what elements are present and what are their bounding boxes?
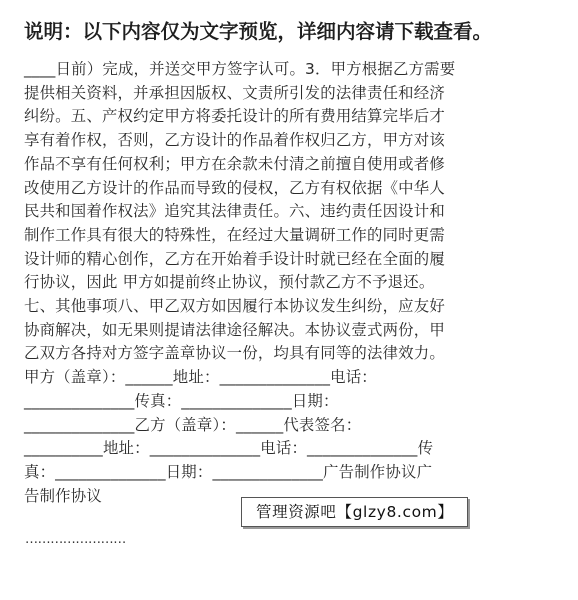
text-line: 享有着作权，否则，乙方设计的作品着作权归乙方，甲方对该 bbox=[24, 131, 445, 150]
text-line: 提供相关资料，并承担因版权、文责所引发的法律责任和经济 bbox=[24, 83, 445, 102]
text-line: 作品不享有任何权利；甲方在余款未付清之前擅自使用或者修 bbox=[24, 154, 445, 173]
continuation-dots: …………………… bbox=[25, 532, 126, 547]
text-line: 行协议，因此 甲方如提前终止协议，预付款乙方不予退还。 bbox=[24, 273, 435, 292]
text-line: 七、其他事项八、甲乙双方如因履行本协议发生纠纷，应友好 bbox=[24, 297, 445, 316]
text-line: 设计师的精心创作，乙方在开始着手设计时就已经在全面的履 bbox=[24, 249, 445, 268]
site-watermark: 管理资源吧【glzy8.com】 bbox=[241, 497, 468, 527]
preview-notice: 说明：以下内容仅为文字预览，详细内容请下载查看。 bbox=[24, 20, 493, 43]
signature-line: ______________传真：______________日期： bbox=[24, 391, 339, 410]
signature-line: 真：______________日期：______________广告制作协议广 bbox=[24, 462, 433, 481]
text-line: 告制作协议 bbox=[24, 486, 102, 505]
text-line: 纠纷。五、产权约定甲方将委托设计的所有费用结算完毕后才 bbox=[24, 107, 445, 126]
text-line: 改使用乙方设计的作品而导致的侵权，乙方有权依据《中华人 bbox=[24, 178, 445, 197]
text-line: 乙双方各持对方签字盖章协议一份，均具有同等的法律效力。 bbox=[24, 344, 445, 363]
signature-line: ______________乙方（盖章）：______代表签名： bbox=[24, 415, 362, 434]
text-line: ____日前）完成，并送交甲方签字认可。3．甲方根据乙方需要 bbox=[24, 60, 456, 78]
document-body bbox=[24, 58, 556, 508]
text-line: 协商解决，如无果则提请法律途径解决。本协议壹式两份，甲 bbox=[24, 320, 445, 339]
text-line: 制作工作具有很大的特殊性，在经过大量调研工作的同时更需 bbox=[24, 225, 445, 244]
text-line: 民共和国着作权法》追究其法律责任。六、违约责任因设计和 bbox=[24, 202, 445, 221]
signature-line: __________地址：______________电话：______________传 bbox=[24, 439, 434, 458]
signature-line: 甲方（盖章）：______地址：______________电话： bbox=[24, 368, 377, 387]
